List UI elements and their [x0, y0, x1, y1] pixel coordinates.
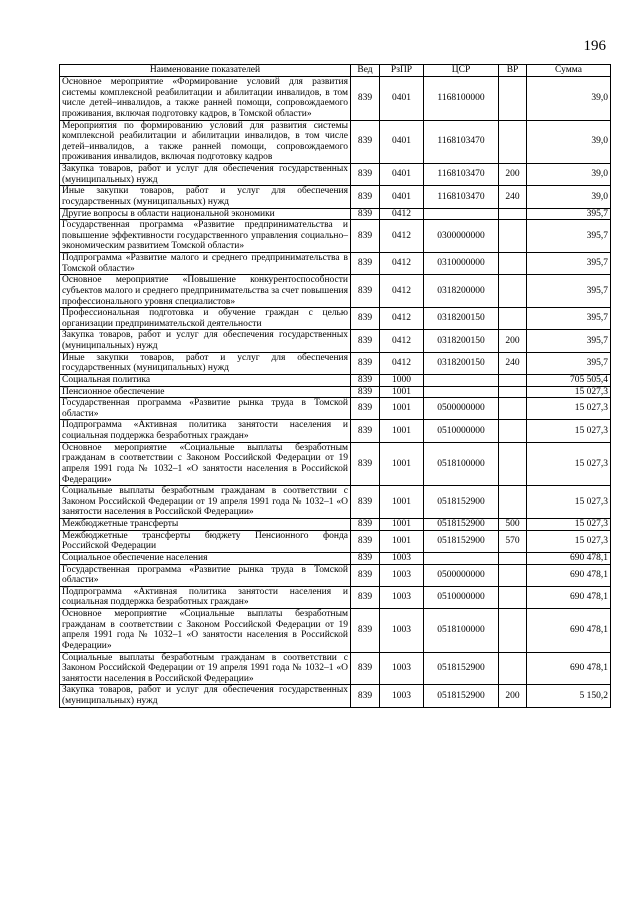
row-vr-cell: 570	[499, 530, 527, 552]
row-vr-cell	[499, 652, 527, 685]
row-sum-cell: 15 027,3	[527, 386, 611, 398]
table-body	[60, 77, 611, 708]
row-vr-cell	[499, 220, 527, 253]
row-csr-cell: 0510000000	[424, 586, 499, 608]
row-rzpr-cell: 1003	[380, 609, 424, 653]
row-name-cell: Иные закупки товаров, работ и услуг для обеспечения государственных (муниципальных) нужд	[60, 186, 351, 208]
row-csr-cell: 0310000000	[424, 253, 499, 275]
row-ved-cell: 839	[351, 208, 380, 220]
row-ved-cell: 839	[351, 164, 380, 186]
row-rzpr-cell: 0412	[380, 208, 424, 220]
row-ved-cell: 839	[351, 308, 380, 330]
row-vr-cell	[499, 420, 527, 442]
row-sum-cell: 395,7	[527, 253, 611, 275]
row-rzpr-cell: 0412	[380, 308, 424, 330]
row-sum-cell: 705 505,4	[527, 374, 611, 386]
row-rzpr-cell: 1001	[380, 420, 424, 442]
row-name-cell: Иные закупки товаров, работ и услуг для обеспечения государственных (муниципальных) нужд	[60, 352, 351, 374]
row-csr-cell: 0510000000	[424, 420, 499, 442]
row-ved-cell: 839	[351, 253, 380, 275]
row-sum-cell: 15 027,3	[527, 530, 611, 552]
row-rzpr-cell: 0412	[380, 275, 424, 308]
row-sum-cell: 15 027,3	[527, 420, 611, 442]
row-csr-cell: 0318200150	[424, 352, 499, 374]
table-row	[60, 486, 611, 519]
row-sum-cell: 690 478,1	[527, 586, 611, 608]
row-sum-cell: 690 478,1	[527, 552, 611, 564]
row-ved-cell: 839	[351, 552, 380, 564]
row-csr-cell: 0518152900	[424, 685, 499, 707]
row-vr-cell	[499, 308, 527, 330]
row-name-cell: Мероприятия по формированию условий для развития системы комплексной реабилитации и абилитации инвалидов, в том числе детей–инвалидов, а также ранней помощи, сопровождаемого проживания инвалидов, включая подготовку кадров	[60, 120, 351, 164]
row-vr-cell	[499, 386, 527, 398]
row-name-cell: Социальная политика	[60, 374, 351, 386]
row-sum-cell: 395,7	[527, 220, 611, 253]
row-ved-cell: 839	[351, 530, 380, 552]
row-sum-cell: 15 027,3	[527, 442, 611, 486]
row-rzpr-cell: 1001	[380, 519, 424, 531]
row-ved-cell: 839	[351, 120, 380, 164]
table-row	[60, 652, 611, 685]
row-vr-cell	[499, 486, 527, 519]
row-vr-cell	[499, 398, 527, 420]
row-vr-cell	[499, 552, 527, 564]
header-csr: ЦСР	[424, 65, 499, 77]
row-rzpr-cell: 1001	[380, 442, 424, 486]
row-vr-cell	[499, 586, 527, 608]
row-csr-cell: 0518152900	[424, 530, 499, 552]
row-ved-cell: 839	[351, 519, 380, 531]
row-name-cell: Основное мероприятие «Формирование условий для развития системы комплексной реабилитации и абилитации инвалидов, в том числе детей–инвалидов, а также ранней помощи, сопровождаемого проживания, включая подготовку кадров, в Томской области»	[60, 77, 351, 121]
row-rzpr-cell: 1001	[380, 530, 424, 552]
row-csr-cell: 0318200150	[424, 308, 499, 330]
table-row	[60, 253, 611, 275]
table-row	[60, 186, 611, 208]
row-ved-cell: 839	[351, 609, 380, 653]
row-rzpr-cell: 0401	[380, 164, 424, 186]
row-name-cell: Социальные выплаты безработным гражданам в соответствии с Законом Российской Федерации от 19 апреля 1991 года № 1032–1 «О занятости населения в Российской Федерации»	[60, 486, 351, 519]
row-vr-cell	[499, 374, 527, 386]
row-name-cell: Профессиональная подготовка и обучение граждан с целью организации предпринимательской деятельности	[60, 308, 351, 330]
row-name-cell: Основное мероприятие «Повышение конкурентоспособности субъектов малого и среднего предпринимательства за счет повышения профессионального уровня специалистов»	[60, 275, 351, 308]
row-ved-cell: 839	[351, 77, 380, 121]
row-name-cell: Государственная программа «Развитие рынка труда в Томской области»	[60, 564, 351, 586]
table-row	[60, 220, 611, 253]
row-vr-cell	[499, 208, 527, 220]
row-name-cell: Другие вопросы в области национальной экономики	[60, 208, 351, 220]
row-rzpr-cell: 0412	[380, 352, 424, 374]
table-header-row	[60, 65, 611, 77]
row-csr-cell: 0518100000	[424, 442, 499, 486]
row-ved-cell: 839	[351, 275, 380, 308]
row-vr-cell: 240	[499, 186, 527, 208]
header-ved: Вед	[351, 65, 380, 77]
row-csr-cell: 0318200150	[424, 330, 499, 352]
row-ved-cell: 839	[351, 186, 380, 208]
row-sum-cell: 39,0	[527, 120, 611, 164]
row-csr-cell: 0300000000	[424, 220, 499, 253]
row-name-cell: Закупка товаров, работ и услуг для обеспечения государственных (муниципальных) нужд	[60, 330, 351, 352]
table-row	[60, 386, 611, 398]
row-ved-cell: 839	[351, 652, 380, 685]
row-name-cell: Закупка товаров, работ и услуг для обеспечения государственных (муниципальных) нужд	[60, 164, 351, 186]
row-vr-cell	[499, 609, 527, 653]
row-ved-cell: 839	[351, 374, 380, 386]
row-csr-cell: 1168103470	[424, 186, 499, 208]
table-row	[60, 308, 611, 330]
row-vr-cell	[499, 442, 527, 486]
row-name-cell: Пенсионное обеспечение	[60, 386, 351, 398]
table-row	[60, 442, 611, 486]
row-csr-cell	[424, 386, 499, 398]
row-sum-cell: 395,7	[527, 208, 611, 220]
table-row	[60, 609, 611, 653]
row-vr-cell	[499, 77, 527, 121]
row-sum-cell: 39,0	[527, 164, 611, 186]
row-rzpr-cell: 1003	[380, 652, 424, 685]
row-csr-cell: 0318200000	[424, 275, 499, 308]
row-ved-cell: 839	[351, 386, 380, 398]
row-sum-cell: 395,7	[527, 352, 611, 374]
row-sum-cell: 395,7	[527, 275, 611, 308]
table-row	[60, 530, 611, 552]
row-ved-cell: 839	[351, 564, 380, 586]
table-row	[60, 330, 611, 352]
row-vr-cell	[499, 120, 527, 164]
row-sum-cell: 395,7	[527, 308, 611, 330]
row-csr-cell	[424, 552, 499, 564]
row-name-cell: Государственная программа «Развитие предпринимательства и повышение эффективности государственного управления социально–экономическим развитием Томской области»	[60, 220, 351, 253]
row-name-cell: Закупка товаров, работ и услуг для обеспечения государственных (муниципальных) нужд	[60, 685, 351, 707]
row-rzpr-cell: 0401	[380, 120, 424, 164]
row-rzpr-cell: 1003	[380, 685, 424, 707]
row-ved-cell: 839	[351, 420, 380, 442]
budget-table	[59, 64, 611, 708]
table-row	[60, 208, 611, 220]
row-rzpr-cell: 0401	[380, 77, 424, 121]
table-row	[60, 552, 611, 564]
row-sum-cell: 690 478,1	[527, 564, 611, 586]
row-csr-cell: 0500000000	[424, 398, 499, 420]
table-row	[60, 352, 611, 374]
table-row	[60, 586, 611, 608]
row-rzpr-cell: 1003	[380, 552, 424, 564]
row-csr-cell: 1168103470	[424, 120, 499, 164]
table-row	[60, 374, 611, 386]
row-rzpr-cell: 1003	[380, 564, 424, 586]
row-csr-cell: 1168100000	[424, 77, 499, 121]
row-name-cell: Подпрограмма «Активная политика занятости населения и социальная поддержка безработных граждан»	[60, 420, 351, 442]
row-ved-cell: 839	[351, 220, 380, 253]
row-csr-cell: 0518152900	[424, 652, 499, 685]
table-row	[60, 77, 611, 121]
row-ved-cell: 839	[351, 685, 380, 707]
row-csr-cell: 0518152900	[424, 486, 499, 519]
row-ved-cell: 839	[351, 330, 380, 352]
row-sum-cell: 5 150,2	[527, 685, 611, 707]
row-csr-cell: 0500000000	[424, 564, 499, 586]
row-ved-cell: 839	[351, 486, 380, 519]
row-sum-cell: 395,7	[527, 330, 611, 352]
row-vr-cell	[499, 253, 527, 275]
row-name-cell: Социальное обеспечение населения	[60, 552, 351, 564]
row-name-cell: Социальные выплаты безработным гражданам в соответствии с Законом Российской Федерации от 19 апреля 1991 года № 1032–1 «О занятости населения в Российской Федерации»	[60, 652, 351, 685]
table-row	[60, 164, 611, 186]
header-sum: Сумма	[527, 65, 611, 77]
page-number: 196	[583, 38, 606, 54]
row-rzpr-cell: 0412	[380, 220, 424, 253]
row-name-cell: Государственная программа «Развитие рынка труда в Томской области»	[60, 398, 351, 420]
row-vr-cell: 200	[499, 685, 527, 707]
row-sum-cell: 15 027,3	[527, 519, 611, 531]
row-ved-cell: 839	[351, 442, 380, 486]
header-rzpr: РзПР	[380, 65, 424, 77]
row-name-cell: Подпрограмма «Активная политика занятости населения и социальная поддержка безработных граждан»	[60, 586, 351, 608]
row-rzpr-cell: 1001	[380, 386, 424, 398]
row-name-cell: Межбюджетные трансферты	[60, 519, 351, 531]
header-vr: ВР	[499, 65, 527, 77]
table-row	[60, 120, 611, 164]
row-name-cell: Основное мероприятие «Социальные выплаты безработным гражданам в соответствии с Законом Российской Федерации от 19 апреля 1991 года № 1032–1 «О занятости населения в Российской Федерации»	[60, 442, 351, 486]
row-vr-cell	[499, 564, 527, 586]
table-row	[60, 420, 611, 442]
row-ved-cell: 839	[351, 586, 380, 608]
row-sum-cell: 690 478,1	[527, 609, 611, 653]
row-name-cell: Подпрограмма «Развитие малого и среднего предпринимательства в Томской области»	[60, 253, 351, 275]
row-ved-cell: 839	[351, 352, 380, 374]
table-row	[60, 564, 611, 586]
row-vr-cell: 200	[499, 330, 527, 352]
table-row	[60, 275, 611, 308]
row-sum-cell: 39,0	[527, 77, 611, 121]
row-rzpr-cell: 1001	[380, 398, 424, 420]
row-vr-cell: 200	[499, 164, 527, 186]
row-csr-cell	[424, 374, 499, 386]
row-name-cell: Основное мероприятие «Социальные выплаты безработным гражданам в соответствии с Законом Российской Федерации от 19 апреля 1991 года № 1032–1 «О занятости населения в Российской Федерации»	[60, 609, 351, 653]
row-vr-cell: 500	[499, 519, 527, 531]
table-row	[60, 519, 611, 531]
row-csr-cell: 0518100000	[424, 609, 499, 653]
row-sum-cell: 39,0	[527, 186, 611, 208]
row-rzpr-cell: 1001	[380, 486, 424, 519]
table-row	[60, 398, 611, 420]
row-csr-cell: 0518152900	[424, 519, 499, 531]
row-rzpr-cell: 0412	[380, 330, 424, 352]
row-vr-cell	[499, 275, 527, 308]
row-name-cell: Межбюджетные трансферты бюджету Пенсионного фонда Российской Федерации	[60, 530, 351, 552]
row-sum-cell: 15 027,3	[527, 486, 611, 519]
row-ved-cell: 839	[351, 398, 380, 420]
row-sum-cell: 15 027,3	[527, 398, 611, 420]
row-rzpr-cell: 1000	[380, 374, 424, 386]
row-csr-cell	[424, 208, 499, 220]
row-rzpr-cell: 0412	[380, 253, 424, 275]
row-rzpr-cell: 1003	[380, 586, 424, 608]
row-rzpr-cell: 0401	[380, 186, 424, 208]
row-sum-cell: 690 478,1	[527, 652, 611, 685]
table-row	[60, 685, 611, 707]
row-csr-cell: 1168103470	[424, 164, 499, 186]
header-name: Наименование показателей	[60, 65, 351, 77]
row-vr-cell: 240	[499, 352, 527, 374]
